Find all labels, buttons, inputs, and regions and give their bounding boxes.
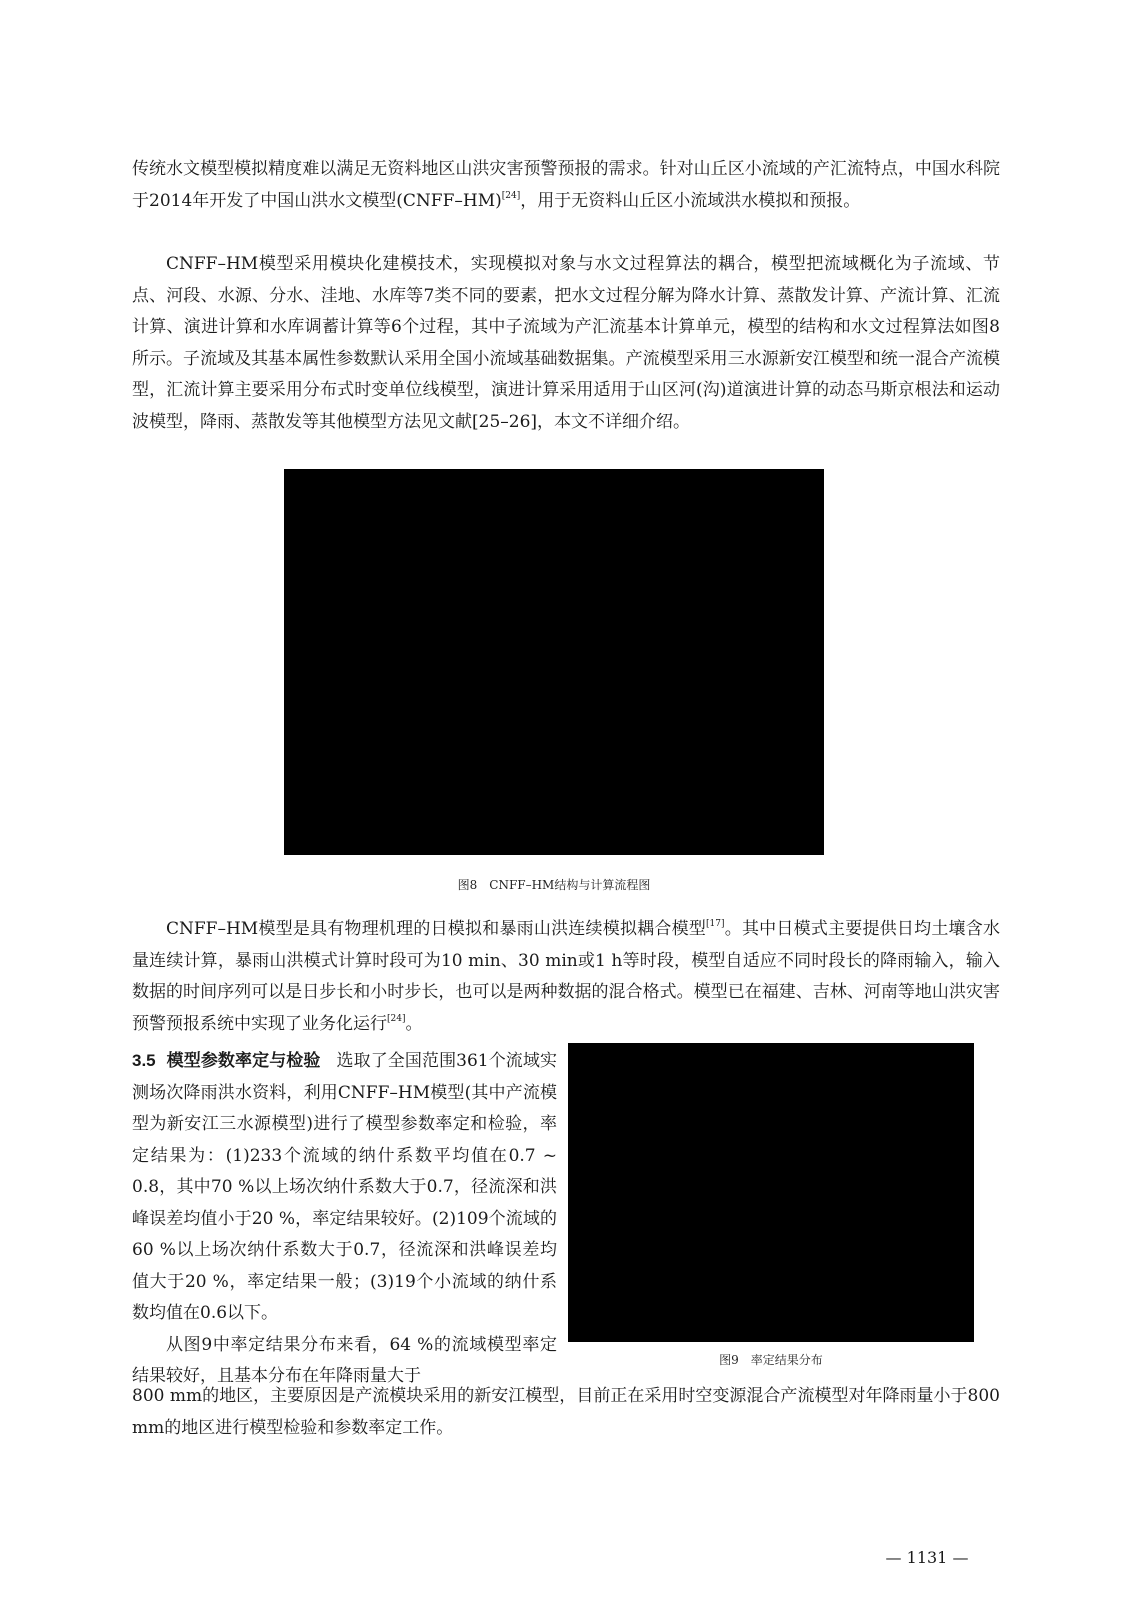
paragraph-figure9-analysis-start: 从图9中率定结果分布来看，64 %的流域模型率定结果较好，且基本分布在年降雨量大于 <box>132 1334 557 1386</box>
page-number: — 1131 — <box>885 1548 969 1567</box>
section-title: 模型参数率定与检验 <box>166 1051 321 1071</box>
paragraph-model-description: CNFF–HM模型采用模块化建模技术，实现模拟对象与水文过程算法的耦合，模型把流域概化为子流域、节点、河段、水源、分水、洼地、水库等7类不同的要素，把水文过程分解为降水计算、蒸散发计算、产流计算、汇流计算、演进计算和水库调蓄计算等6个过程，其中子流域为产汇流基本计算单元，模型的结构和水文过程算法如图8所示。子流域及其基本属性参数默认采用全国小流域基础数据集。产流模型采用三水源新安江模型和统一混合产流模型，汇流计算主要采用分布式时变单位线模型，演进计算采用适用于山区河(沟)道演进计算的动态马斯京根法和运动波模型，降雨、蒸散发等其他模型方法见文献[25–26]，本文不详细介绍。 <box>132 254 1000 432</box>
citation-ref: [24] <box>501 190 521 201</box>
figure-9-image <box>568 1043 974 1342</box>
citation-ref: [24] <box>387 1013 406 1024</box>
section-3-5-paragraph: 3.5 模型参数率定与检验 选取了全国范围361个流域实测场次降雨洪水资料，利用CNFF–HM模型(其中产流模型为新安江三水源模型)进行了模型参数率定和检验，率定结果为：(1)233个流域的纳什系数平均值在0.7 ~ 0.8，其中70 %以上场次纳什系数大于0.7，径流深和洪峰误差均值小于20 %，率定结果较好。(2)109个流域的60 %以上场次纳什系数大于0.7，径流深和洪峰误差均值大于20 %，率定结果一般；(3)19个小流域的纳什系数均值在0.6以下。 <box>132 1051 557 1323</box>
figure-9-caption: 图9 率定结果分布 <box>719 1353 823 1367</box>
citation-ref: [17] <box>706 919 725 929</box>
paragraph-figure9-analysis-end: 800 mm的地区，主要原因是产流模块采用的新安江模型，目前正在采用时空变源混合产流模型对年降雨量小于800 mm的地区进行模型检验和参数率定工作。 <box>132 1386 1000 1438</box>
section-3-5 <box>132 1045 557 1393</box>
figure-8-caption: 图8 CNFF–HM结构与计算流程图 <box>457 878 651 892</box>
paragraph-intro: 传统水文模型模拟精度难以满足无资料地区山洪灾害预警预报的需求。针对山丘区小流域的产汇流特点，中国水科院于2014年开发了中国山洪水文模型(CNFF–HM)[24]，用于无资料山丘区小流域洪水模拟和预报。 <box>132 159 1000 211</box>
section-number: 3.5 <box>132 1051 156 1070</box>
figure-8-image <box>284 469 824 855</box>
paragraph-model-modes: CNFF–HM模型是具有物理机理的日模拟和暴雨山洪连续模拟耦合模型[17]。其中日模式主要提供日均土壤含水量连续计算，暴雨山洪模式计算时段可为10 min、30 min或1 h等时段，模型自适应不同时段长的降雨输入，输入数据的时间序列可以是日步长和小时步长，也可以是两种数据的混合格式。模型已在福建、吉林、河南等地山洪灾害预警预报系统中实现了业务化运行[24]。 <box>132 919 1000 1034</box>
